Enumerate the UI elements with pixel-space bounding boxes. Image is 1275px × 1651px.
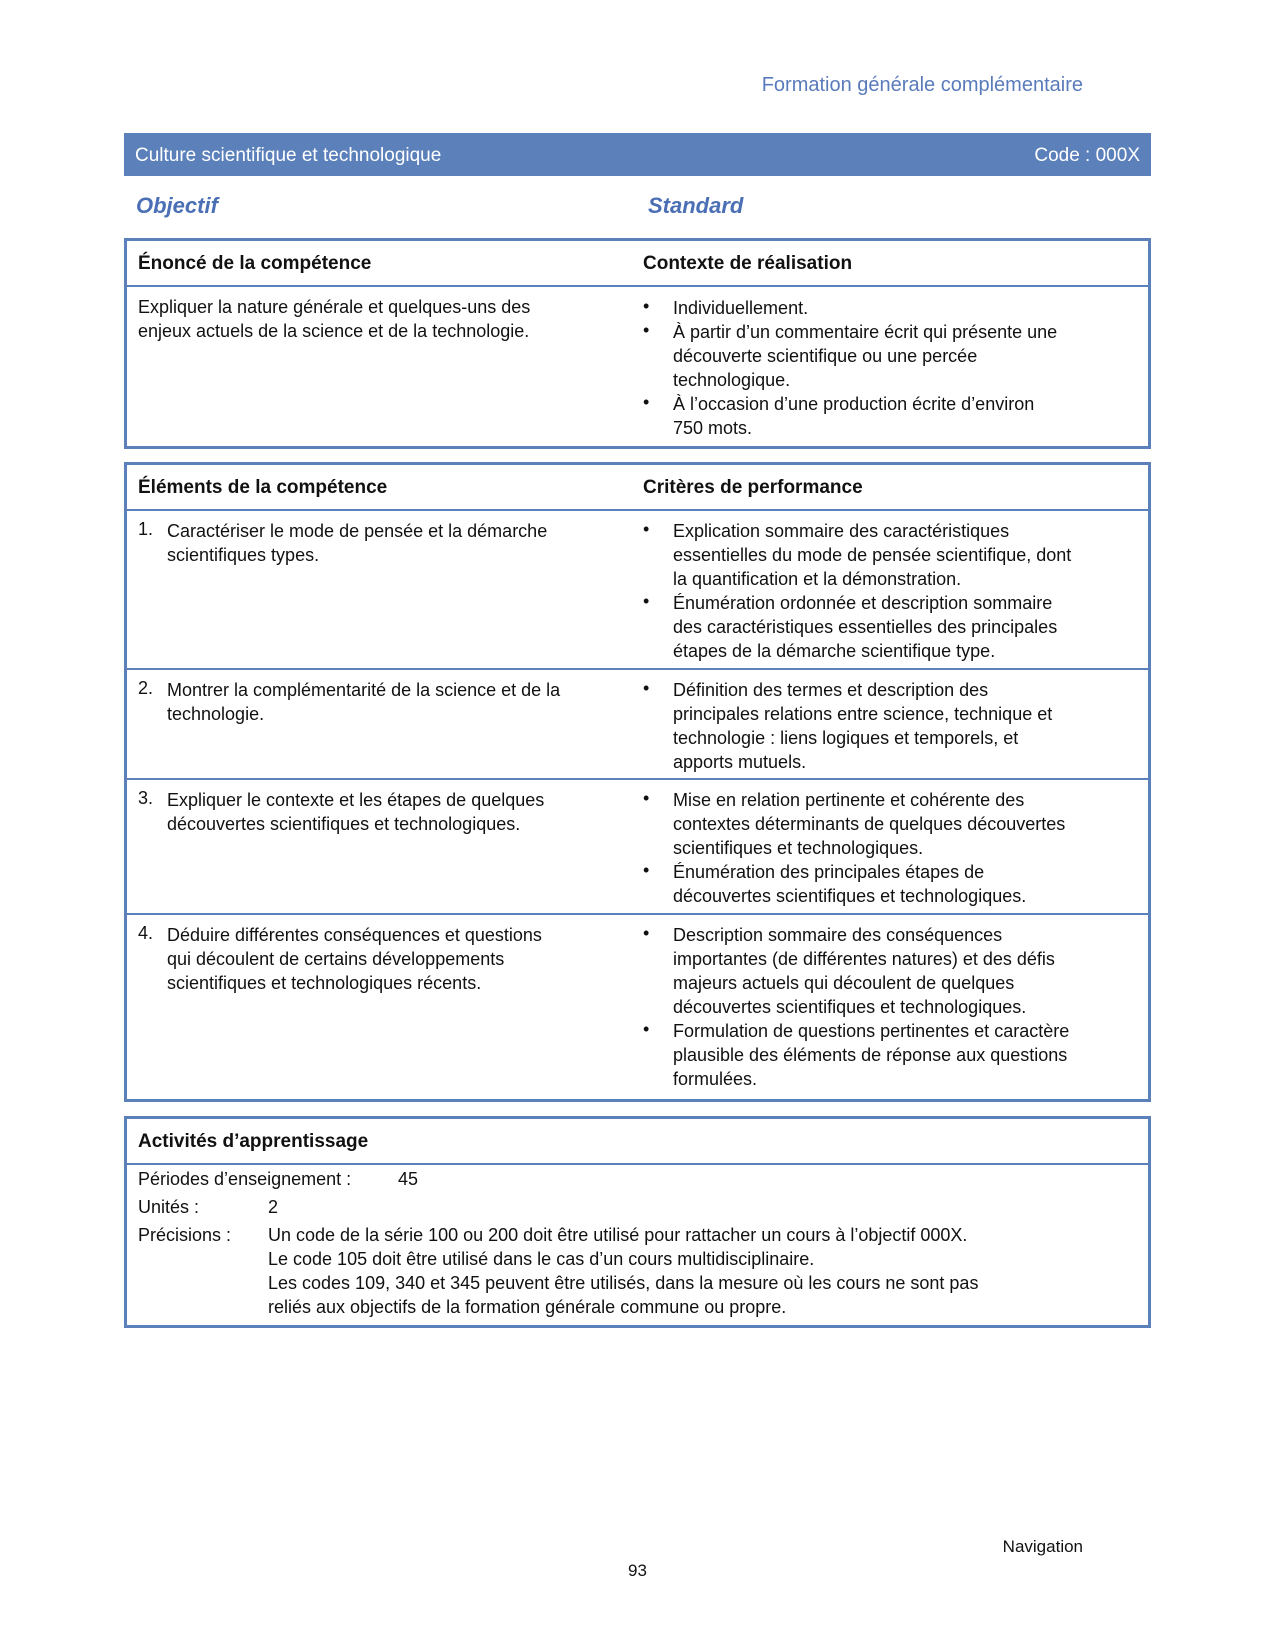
list-item-line: Mise en relation pertinente et cohérente des — [673, 790, 1025, 810]
list-item-text — [673, 519, 1071, 591]
list-item-line: découverte scientifique ou une percée — [673, 346, 978, 366]
list-item-line: des caractéristiques essentielles des principales — [673, 617, 1058, 637]
element-text — [167, 788, 544, 836]
learning-activities-header — [127, 1119, 1148, 1165]
list-item-line: Formulation de questions pertinentes et caractère — [673, 1021, 1070, 1041]
criteria-list — [643, 923, 1133, 1091]
elements-heading: Éléments de la compétence — [138, 477, 388, 498]
list-item-line: plausible des éléments de réponse aux questions — [673, 1045, 1068, 1065]
list-item — [643, 591, 1133, 663]
precisions-line: Les codes 109, 340 et 345 peuvent être utilisés, dans la mesure où les cours ne sont pas — [268, 1273, 979, 1293]
list-item-line: À partir d’un commentaire écrit qui présente une — [673, 322, 1058, 342]
element-text — [167, 678, 560, 726]
course-code: Code : 000X — [1034, 145, 1140, 166]
list-item-text — [673, 678, 1052, 774]
bullet-icon: • — [643, 923, 650, 943]
bullet-icon: • — [643, 392, 650, 412]
criteria-list — [643, 519, 1133, 663]
list-item-line: étapes de la démarche scientifique type. — [673, 641, 996, 661]
list-item — [643, 1019, 1133, 1091]
list-item-line: Individuellement. — [673, 298, 809, 318]
list-item — [643, 519, 1133, 591]
element-line: Expliquer le contexte et les étapes de quelques — [167, 790, 545, 810]
context-list — [643, 296, 1133, 440]
competence-elements-box — [124, 462, 1151, 1102]
element-number: 3. — [138, 788, 154, 808]
bullet-icon: • — [643, 1019, 650, 1039]
list-item-line: scientifiques et technologiques. — [673, 838, 924, 858]
list-item-line: découvertes scientifiques et technologiques. — [673, 997, 1027, 1017]
element-number: 1. — [138, 519, 154, 539]
list-item-line: découvertes scientifiques et technologiques. — [673, 886, 1027, 906]
precisions-text — [268, 1223, 978, 1319]
list-item — [643, 320, 1133, 392]
list-item-line: technologique. — [673, 370, 791, 390]
precisions-line: Un code de la série 100 ou 200 doit être utilisé pour rattacher un cours à l’objectif 000X. — [268, 1225, 968, 1245]
contexte-heading: Contexte de réalisation — [643, 253, 853, 274]
element-line: technologie. — [167, 704, 265, 724]
list-item-line: Définition des termes et description des — [673, 680, 989, 700]
objectif-heading: Objectif — [136, 193, 218, 218]
competence-elements-header — [127, 465, 1148, 511]
page-number: 93 — [628, 1561, 647, 1580]
list-item-line: Énumération des principales étapes de — [673, 862, 985, 882]
list-item — [643, 860, 1133, 908]
list-item-text — [673, 923, 1055, 1019]
course-title: Culture scientifique et technologique — [135, 145, 442, 166]
navigation-link[interactable]: Navigation — [1002, 1537, 1083, 1556]
list-item-line: Description sommaire des conséquences — [673, 925, 1003, 945]
bullet-icon: • — [643, 788, 650, 808]
list-item-line: majeurs actuels qui découlent de quelques — [673, 973, 1015, 993]
table-row — [127, 780, 1148, 915]
element-line: découvertes scientifiques et technologiques. — [167, 814, 521, 834]
element-line: qui découlent de certains développements — [167, 949, 505, 969]
enonce-heading: Énoncé de la compétence — [138, 253, 372, 274]
bullet-icon: • — [643, 320, 650, 340]
element-line: scientifiques types. — [167, 545, 320, 565]
table-row — [127, 670, 1148, 780]
list-item-text — [673, 296, 808, 320]
activites-heading: Activités d’apprentissage — [138, 1131, 369, 1152]
periodes-value: 45 — [398, 1169, 419, 1189]
bullet-icon: • — [643, 678, 650, 698]
list-item-line: principales relations entre science, technique et — [673, 704, 1053, 724]
list-item — [643, 296, 1133, 320]
unites-value: 2 — [268, 1197, 279, 1217]
list-item-text — [673, 860, 1026, 908]
bullet-icon: • — [643, 860, 650, 880]
criteria-list — [643, 788, 1133, 908]
competence-statement — [138, 295, 530, 343]
element-text — [167, 519, 547, 567]
element-number: 2. — [138, 678, 154, 698]
element-number: 4. — [138, 923, 154, 943]
statement-line: enjeux actuels de la science et de la technologie. — [138, 321, 530, 341]
unites-label: Unités : — [138, 1197, 200, 1217]
statement-line: Expliquer la nature générale et quelques-uns des — [138, 297, 531, 317]
list-item-line: technologie : liens logiques et temporels, et — [673, 728, 1019, 748]
table-row — [127, 915, 1148, 1099]
list-item-line: 750 mots. — [673, 418, 753, 438]
precisions-line: reliés aux objectifs de la formation générale commune ou propre. — [268, 1297, 787, 1317]
table-row — [127, 511, 1148, 670]
list-item — [643, 392, 1133, 440]
learning-activities-box — [124, 1116, 1151, 1328]
precisions-label: Précisions : — [138, 1225, 232, 1245]
competence-statement-box — [124, 238, 1151, 449]
element-line: Déduire différentes conséquences et questions — [167, 925, 542, 945]
course-title-bar — [124, 133, 1151, 176]
precisions-line: Le code 105 doit être utilisé dans le cas d’un cours multidisciplinaire. — [268, 1249, 815, 1269]
list-item-text — [673, 392, 1034, 440]
periodes-label: Périodes d’enseignement : — [138, 1169, 352, 1189]
list-item-line: apports mutuels. — [673, 752, 807, 772]
list-item-text — [673, 591, 1057, 663]
list-item-line: essentielles du mode de pensée scientifique, dont — [673, 545, 1072, 565]
list-item-line: Explication sommaire des caractéristiques — [673, 521, 1010, 541]
list-item — [643, 788, 1133, 860]
list-item-text — [673, 788, 1065, 860]
list-item-text — [673, 320, 1057, 392]
bullet-icon: • — [643, 591, 650, 611]
criteria-list — [643, 678, 1133, 774]
element-text — [167, 923, 542, 995]
list-item-line: À l’occasion d’une production écrite d’environ — [673, 394, 1035, 414]
list-item-line: la quantification et la démonstration. — [673, 569, 962, 589]
list-item-line: Énumération ordonnée et description sommaire — [673, 593, 1053, 613]
list-item-text — [673, 1019, 1069, 1091]
list-item-line: contextes déterminants de quelques découvertes — [673, 814, 1066, 834]
list-item-line: formulées. — [673, 1069, 758, 1089]
competence-statement-header — [127, 241, 1148, 287]
criteres-heading: Critères de performance — [643, 477, 863, 498]
list-item — [643, 923, 1133, 1019]
bullet-icon: • — [643, 519, 650, 539]
running-head: Formation générale complémentaire — [761, 74, 1083, 96]
bullet-icon: • — [643, 296, 650, 316]
element-line: Caractériser le mode de pensée et la démarche — [167, 521, 548, 541]
list-item — [643, 678, 1133, 774]
standard-heading: Standard — [648, 193, 744, 218]
element-line: Montrer la complémentarité de la science et de la — [167, 680, 561, 700]
element-line: scientifiques et technologiques récents. — [167, 973, 482, 993]
list-item-line: importantes (de différentes natures) et des défis — [673, 949, 1055, 969]
